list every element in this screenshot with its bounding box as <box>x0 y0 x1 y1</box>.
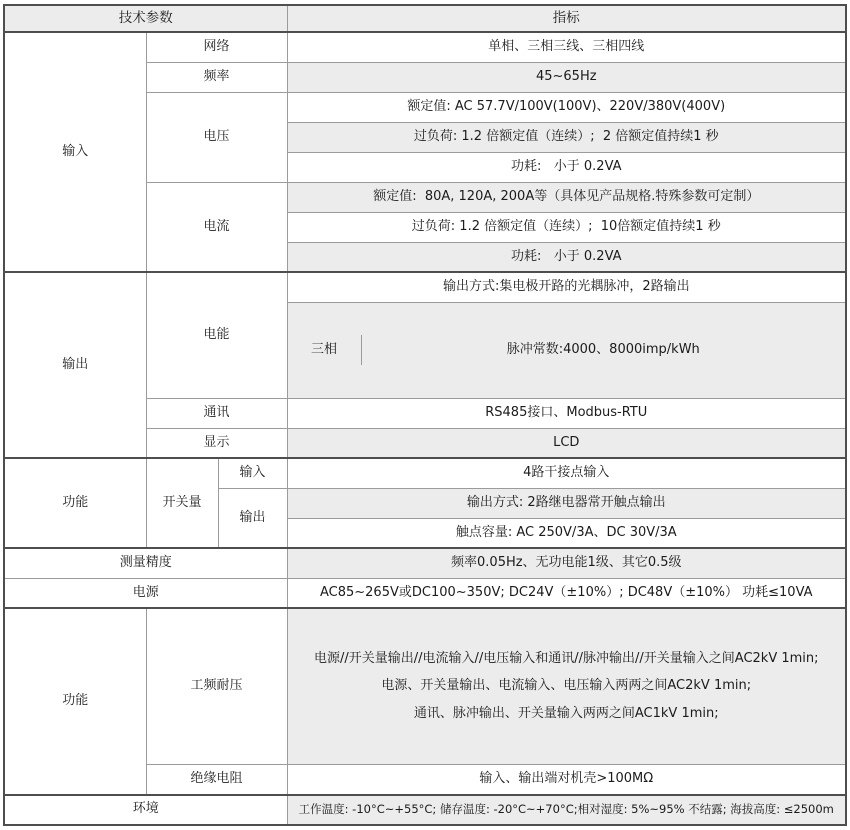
label-comm: 通讯 <box>146 398 287 428</box>
row-switch-in <box>4 458 846 488</box>
value-switch-out-capacity: 触点容量: AC 250V/3A、DC 30V/3A <box>287 518 846 548</box>
value-current-rated: 额定值: 80A, 120A, 200A等（具体见产品规格.特殊参数可定制） <box>287 182 846 212</box>
header-indicator: 指标 <box>287 5 846 32</box>
value-current-power: 功耗: 小于 0.2VA <box>287 242 846 272</box>
value-insulation: 输入、输出端对机壳>100MΩ <box>287 765 846 795</box>
label-power: 电源 <box>4 578 287 608</box>
value-withstand-2: 电源、开关量输出、电流输入、电压输入两两之间AC2kV 1min; <box>381 678 752 694</box>
label-withstand: 工频耐压 <box>146 608 287 765</box>
row-energy-mode <box>4 272 846 302</box>
label-switch-group: 开关量 <box>146 458 218 548</box>
row-accuracy <box>4 548 846 578</box>
cell-withstand <box>287 608 846 765</box>
label-energy: 电能 <box>146 272 287 398</box>
value-accuracy: 频率0.05Hz、无功电能1级、其它0.5级 <box>287 548 846 578</box>
value-switch-in: 4路干接点输入 <box>287 458 846 488</box>
value-energy-pulse: 脉冲常数:4000、8000imp/kWh <box>506 341 700 357</box>
energy-pulse-split <box>288 335 845 365</box>
label-voltage: 电压 <box>146 92 287 182</box>
header-tech-params: 技术参数 <box>4 5 287 32</box>
label-switch-out: 输出 <box>218 488 287 548</box>
row-network <box>4 32 846 62</box>
value-current-overload: 过负荷: 1.2 倍额定值（连续）; 10倍额定值持续1 秒 <box>287 212 846 242</box>
label-insulation: 绝缘电阻 <box>146 765 287 795</box>
label-accuracy: 测量精度 <box>4 548 287 578</box>
spec-table <box>3 4 847 826</box>
value-comm: RS485接口、Modbus-RTU <box>287 398 846 428</box>
value-withstand-3: 通讯、脉冲输出、开关量输入两两之间AC1kV 1min; <box>413 705 719 721</box>
label-network: 网络 <box>146 32 287 62</box>
header-row <box>4 5 846 32</box>
value-display: LCD <box>287 428 846 458</box>
label-current: 电流 <box>146 182 287 272</box>
row-environment <box>4 795 846 825</box>
label-display: 显示 <box>146 428 287 458</box>
label-frequency: 频率 <box>146 62 287 92</box>
label-output: 输出 <box>4 272 146 458</box>
value-network: 单相、三相三线、三相四线 <box>287 32 846 62</box>
value-power: AC85~265V或DC100~350V; DC24V（±10%）; DC48V（±10%） 功耗≤10VA <box>287 578 846 608</box>
label-function-safety: 功能 <box>4 608 146 795</box>
value-voltage-power: 功耗: 小于 0.2VA <box>287 152 846 182</box>
value-switch-out-mode: 输出方式: 2路继电器常开触点输出 <box>287 488 846 518</box>
value-voltage-rated: 额定值: AC 57.7V/100V(100V)、220V/380V(400V) <box>287 92 846 122</box>
value-environment: 工作温度: -10°C~+55°C; 储存温度: -20°C~+70°C;相对湿度: 5%~95% 不结露; 海拔高度: ≤2500m <box>287 795 846 825</box>
withstand-lines <box>294 646 839 728</box>
label-function-switch: 功能 <box>4 458 146 548</box>
cell-energy-pulse <box>287 302 846 398</box>
value-voltage-overload: 过负荷: 1.2 倍额定值（连续）; 2 倍额定值持续1 秒 <box>287 122 846 152</box>
label-input: 输入 <box>4 32 146 272</box>
label-three-phase: 三相 <box>288 335 362 365</box>
row-power <box>4 578 846 608</box>
value-withstand-1: 电源//开关量输出//电流输入//电压输入和通讯//脉冲输出//开关量输入之间AC2kV 1min; <box>314 651 819 667</box>
label-environment: 环境 <box>4 795 287 825</box>
label-switch-in: 输入 <box>218 458 287 488</box>
row-withstand <box>4 608 846 765</box>
value-frequency: 45~65Hz <box>287 62 846 92</box>
value-energy-mode: 输出方式:集电极开路的光耦脉冲，2路输出 <box>287 272 846 302</box>
